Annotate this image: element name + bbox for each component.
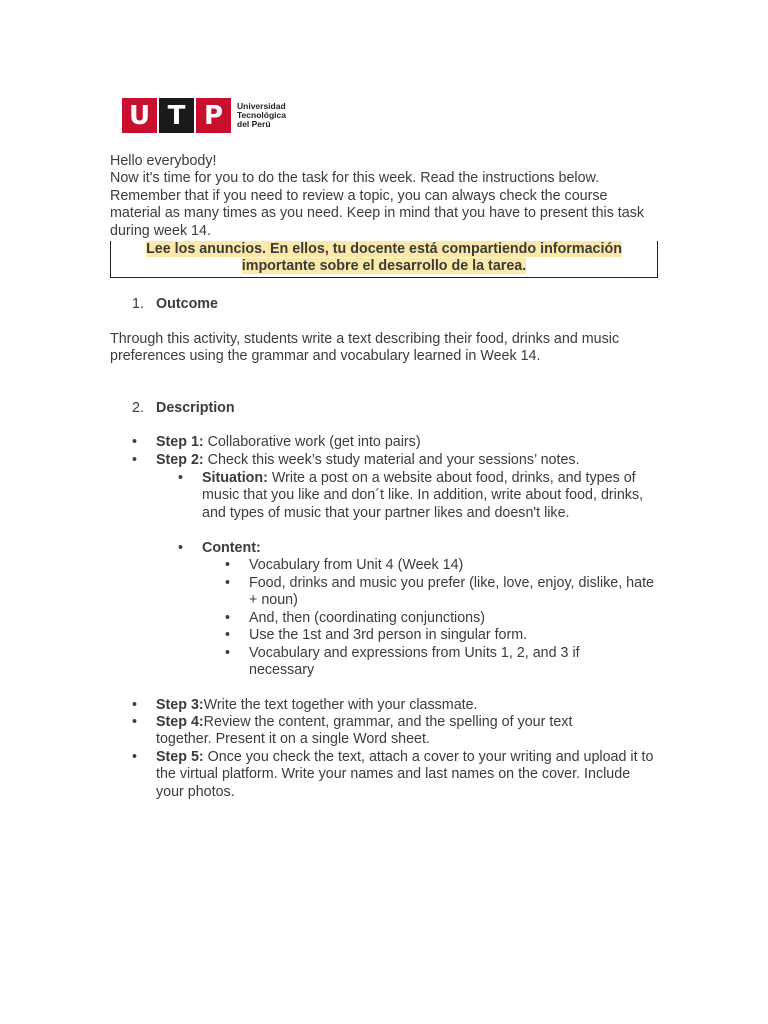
- intro-body: Now it's time for you to do the task for this week. Read the instructions below. Remember that if you need to review a topic, you can always check the course material as many times as you need. Keep in mind that you have to present this task during week 14.: [110, 170, 645, 239]
- list-item-step-2: • Step 2: Check this week’s study material and your sessions’ notes.: [132, 452, 580, 468]
- content-item: • Vocabulary and expressions from Units 1, 2, and 3 if necessary: [225, 645, 580, 679]
- outcome-heading: Outcome: [156, 296, 218, 312]
- list-item-step-4: • Step 4:Review the content, grammar, and the spelling of your text together. Present it on a single Word sheet.: [132, 714, 573, 748]
- logo-university-name: Universidad Tecnológica del Perú: [237, 101, 286, 129]
- list-item-content: • Content:: [178, 540, 261, 556]
- greeting: Hello everybody!: [110, 153, 217, 169]
- utp-logo: [122, 98, 286, 133]
- announcement-line-2: importante sobre el desarrollo de la tarea.: [241, 258, 527, 275]
- outcome-text: Through this activity, students write a text describing their food, drinks and music preferences using the grammar and vocabulary learned in Week 14.: [110, 331, 620, 365]
- announcement-box: [110, 241, 658, 278]
- list-item-step-3: • Step 3:Write the text together with your classmate.: [132, 697, 478, 713]
- intro-paragraph: [110, 153, 658, 240]
- content-item: • Vocabulary from Unit 4 (Week 14): [225, 557, 464, 573]
- content-item: • And, then (coordinating conjunctions): [225, 610, 486, 626]
- list-item-situation: • Situation: Write a post on a website about food, drinks, and types of music that you like and don´t like. In addition, write about food, drinks, and types of music that your partner likes and doesn't like.: [178, 470, 644, 521]
- logo-letter-u: U: [122, 98, 157, 133]
- logo-letter-p: P: [196, 98, 231, 133]
- list-item-step-5: • Step 5: Once you check the text, attach a cover to your writing and upload it to the virtual platform. Write your names and last names on the cover. Include your photos.: [132, 749, 654, 800]
- description-number: 2.: [132, 400, 144, 416]
- content-item: • Use the 1st and 3rd person in singular form.: [225, 627, 528, 643]
- description-heading: Description: [156, 400, 235, 416]
- list-item-step-1: • Step 1: Collaborative work (get into pairs): [132, 434, 421, 450]
- announcement-line-1: Lee los anuncios. En ellos, tu docente está compartiendo información: [146, 241, 622, 257]
- outcome-number: 1.: [132, 296, 144, 312]
- content-item: • Food, drinks and music you prefer (like, love, enjoy, dislike, hate + noun): [225, 575, 655, 609]
- logo-letter-t: T: [159, 98, 194, 133]
